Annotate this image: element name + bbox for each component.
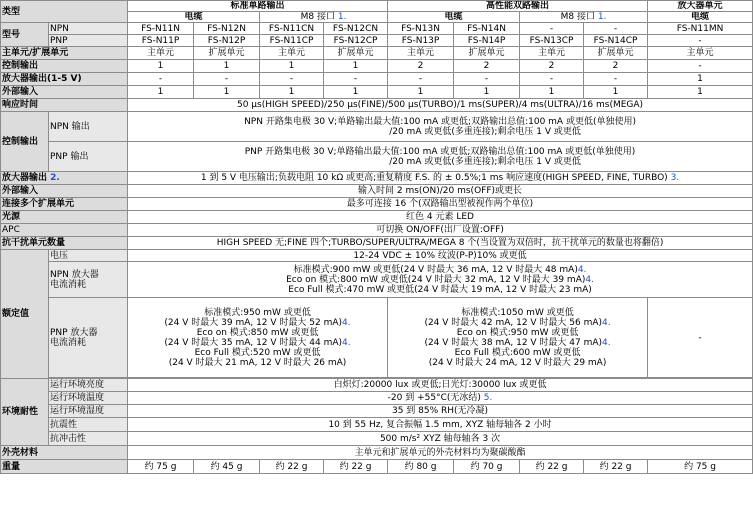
env-light-value: 白炽灯:20000 lux 或更低;日光灯:30000 lux 或更低 [128, 379, 753, 392]
model-cell: FS-N12P [194, 35, 260, 47]
type-header: 类型 [1, 1, 128, 23]
model-cell: FS-N12N [194, 23, 260, 35]
weight-cell: 约 45 g [194, 460, 260, 474]
housing-header: 外壳材料 [1, 446, 128, 460]
value-cell: - [648, 60, 753, 73]
weight-cell: 约 75 g [128, 460, 194, 474]
value-cell: 2 [388, 60, 454, 73]
amp-unit-header: 放大器单元 [648, 1, 753, 12]
model-cell: FS-N14P [454, 35, 520, 47]
value-cell: 1 [194, 86, 260, 99]
unit-type-cell: 扩展单元 [194, 47, 260, 60]
npn-output-line: NPN 开路集电极 30 V;单路输出最大值:100 mA 或更低;双路输出总值:100 mA 或更低(单独使用) [244, 116, 636, 127]
npn-current-label: NPN 放大器 电流消耗 [49, 262, 128, 298]
env-shock-value: 500 m/s² XYZ 轴每轴各 3 次 [128, 432, 753, 446]
external-input-header: 外部输入 [1, 86, 128, 99]
model-cell: FS-N14N [454, 23, 520, 35]
npn-output-label: NPN 输出 [49, 112, 128, 142]
m8-header: M8 接口 1. [260, 12, 388, 23]
weight-cell: 约 22 g [520, 460, 584, 474]
value-cell: 1 [454, 86, 520, 99]
unit-type-cell: 主单元 [388, 47, 454, 60]
env-temp-value: -20 到 +55°C(无冰结) 5. [128, 392, 753, 405]
weight-cell: 约 70 g [454, 460, 520, 474]
amp-analog-output-header: 放大器输出 2. [1, 172, 128, 185]
unit-type-cell: 扩展单元 [324, 47, 388, 60]
env-humidity-value: 35 到 85% RH(无冷凝) [128, 405, 753, 418]
value-cell: - [194, 73, 260, 86]
value-cell: 2 [454, 60, 520, 73]
response-time-value: 50 μs(HIGH SPEED)/250 μs(FINE)/500 μs(TURBO)/1 ms(SUPER)/4 ms(ULTRA)/16 ms(MEGA) [128, 99, 753, 112]
weight-cell: 约 22 g [584, 460, 648, 474]
cable-header: 电缆 [388, 12, 520, 23]
unit-type-cell: 主单元 [520, 47, 584, 60]
cable-header: 电缆 [648, 12, 753, 23]
response-time-header: 响应时间 [1, 99, 128, 112]
control-output-header: 控制输出 [1, 60, 128, 73]
anti-interference-value: HIGH SPEED 无;FINE 四个;TURBO/SUPER/ULTRA/MEGA 8 个(当设置为双倍时，抗干扰单元的数量也将翻倍) [128, 237, 753, 250]
rated-header: 额定值 [1, 250, 49, 379]
model-cell: - [584, 23, 648, 35]
apc-header: APC [1, 224, 128, 237]
std-output-header: 标准单路输出 [128, 1, 388, 12]
amp-analog-output-value: 1 到 5 V 电压输出;负载电阻 10 kΩ 或更高;重复精度 F.S. 的 ± 0.5%;1 ms 响应速度(HIGH SPEED, FINE, TURBO) 3. [128, 172, 753, 185]
multi-unit-header: 连接多个扩展单元 [1, 198, 128, 211]
weight-cell: 约 22 g [324, 460, 388, 474]
value-cell: 1 [128, 86, 194, 99]
environment-header: 环境耐性 [1, 379, 49, 446]
env-vibration-label: 抗震性 [49, 418, 128, 432]
model-cell: FS-N11P [128, 35, 194, 47]
unit-type-cell: 主单元 [260, 47, 324, 60]
env-vibration-value: 10 到 55 Hz, 复合振幅 1.5 mm, XYZ 轴每轴各 2 小时 [128, 418, 753, 432]
external-input-value: 输入时间 2 ms(ON)/20 ms(OFF)或更长 [128, 185, 753, 198]
value-cell: 2 [520, 60, 584, 73]
light-source-value: 红色 4 元素 LED [128, 211, 753, 224]
unit-type-cell: 主单元 [128, 47, 194, 60]
value-cell: 1 [324, 86, 388, 99]
value-cell: 1 [388, 86, 454, 99]
model-cell: FS-N11MN [648, 23, 753, 35]
value-cell: 1 [260, 60, 324, 73]
model-cell: FS-N11N [128, 23, 194, 35]
model-cell: FS-N12CP [324, 35, 388, 47]
value-cell: - [454, 73, 520, 86]
value-cell: 1 [194, 60, 260, 73]
value-cell: 1 [584, 86, 648, 99]
npn-label: NPN [49, 23, 128, 35]
pnp-output-line: PNP 开路集电极 30 V;单路输出最大值:100 mA 或更低;双路输出总值:100 mA 或更低(单独使用) [244, 146, 636, 157]
anti-interference-header: 抗干扰单元数量 [1, 237, 128, 250]
value-cell: - [128, 73, 194, 86]
control-output-detail-header: 控制输出 [1, 112, 49, 172]
value-cell: 1 [648, 86, 753, 99]
value-cell: 2 [584, 60, 648, 73]
voltage-label: 电压 [49, 250, 128, 262]
value-cell: 1 [648, 73, 753, 86]
model-cell: FS-N11CP [260, 35, 324, 47]
multi-unit-value: 最多可连接 16 个(双路输出型被视作两个单位) [128, 198, 753, 211]
env-shock-label: 抗冲击性 [49, 432, 128, 446]
apc-value: 可切换 ON/OFF(出厂设置:OFF) [128, 224, 753, 237]
model-cell: FS-N13P [388, 35, 454, 47]
model-cell: - [648, 35, 753, 47]
light-source-header: 光源 [1, 211, 128, 224]
weight-header: 重量 [1, 460, 128, 474]
value-cell: - [324, 73, 388, 86]
model-cell: FS-N11CN [260, 23, 324, 35]
npn-current-value: 标准模式:900 mW 或更低(24 V 时最大 36 mA, 12 V 时最大 48 mA)4. Eco on 模式:800 mW 或更低(24 V 时最大 32 mA, 12 V 时最大 39 mA)4. Eco Full 模式:470 mW 或更低(24 V 时最大 19 mA, 12 V 时最大 23 mA) [128, 262, 753, 298]
model-header: 型号 [1, 23, 49, 47]
model-cell: FS-N13N [388, 23, 454, 35]
main-exp-header: 主单元/扩展单元 [1, 47, 128, 60]
value-cell: - [584, 73, 648, 86]
model-cell: - [520, 23, 584, 35]
pnp-output-line: /20 mA 或更低(多重连接);剩余电压 1 V 或更低 [389, 156, 581, 167]
pnp-current-label: PNP 放大器 电流消耗 [49, 298, 128, 378]
pnp-output-label: PNP 输出 [49, 142, 128, 172]
env-humidity-label: 运行环境湿度 [49, 405, 128, 418]
unit-type-cell: 扩展单元 [454, 47, 520, 60]
unit-type-cell: 扩展单元 [584, 47, 648, 60]
model-cell: FS-N13CP [520, 35, 584, 47]
m8-header: M8 接口 1. [520, 12, 648, 23]
amp-current-value: - [648, 298, 753, 378]
pnp-high-current-value: 标准模式:1050 mW 或更低 (24 V 时最大 42 mA, 12 V 时最大 56 mA)4. Eco on 模式:950 mW 或更低 (24 V 时最大 38 mA, 12 V 时最大 47 mA)4. Eco Full 模式:600 mW 或更低 (24 V 时最大 24 mA, 12 V 时最大 29 mA) [388, 298, 648, 378]
value-cell: 1 [324, 60, 388, 73]
model-cell: FS-N14CP [584, 35, 648, 47]
model-cell: FS-N12CN [324, 23, 388, 35]
pnp-output-value [128, 142, 753, 172]
weight-cell: 约 22 g [260, 460, 324, 474]
env-temp-label: 运行环境温度 [49, 392, 128, 405]
weight-cell: 约 75 g [648, 460, 753, 474]
housing-value: 主单元和扩展单元的外壳材料均为聚碳酸酯 [128, 446, 753, 460]
value-cell: - [388, 73, 454, 86]
high-output-header: 高性能双路输出 [388, 1, 648, 12]
value-cell: - [260, 73, 324, 86]
pnp-label: PNP [49, 35, 128, 47]
npn-output-line: /20 mA 或更低(多重连接);剩余电压 1 V 或更低 [389, 126, 581, 137]
value-cell: 1 [260, 86, 324, 99]
value-cell: 1 [520, 86, 584, 99]
value-cell: 1 [128, 60, 194, 73]
weight-cell: 约 80 g [388, 460, 454, 474]
external-input-header: 外部输入 [1, 185, 128, 198]
voltage-value: 12-24 VDC ± 10% 纹波(P-P)10% 或更低 [128, 250, 753, 262]
pnp-std-current-value: 标准模式:950 mW 或更低 (24 V 时最大 39 mA, 12 V 时最大 52 mA)4. Eco on 模式:850 mW 或更低 (24 V 时最大 35 mA, 12 V 时最大 44 mA)4. Eco Full 模式:520 mW 或更低 (24 V 时最大 21 mA, 12 V 时最大 26 mA) [128, 298, 388, 378]
cable-header: 电缆 [128, 12, 260, 23]
unit-type-cell: 主单元 [648, 47, 753, 60]
value-cell: - [520, 73, 584, 86]
npn-output-value [128, 112, 753, 142]
env-light-label: 运行环境亮度 [49, 379, 128, 392]
amp-output-header: 放大器输出(1-5 V) [1, 73, 128, 86]
